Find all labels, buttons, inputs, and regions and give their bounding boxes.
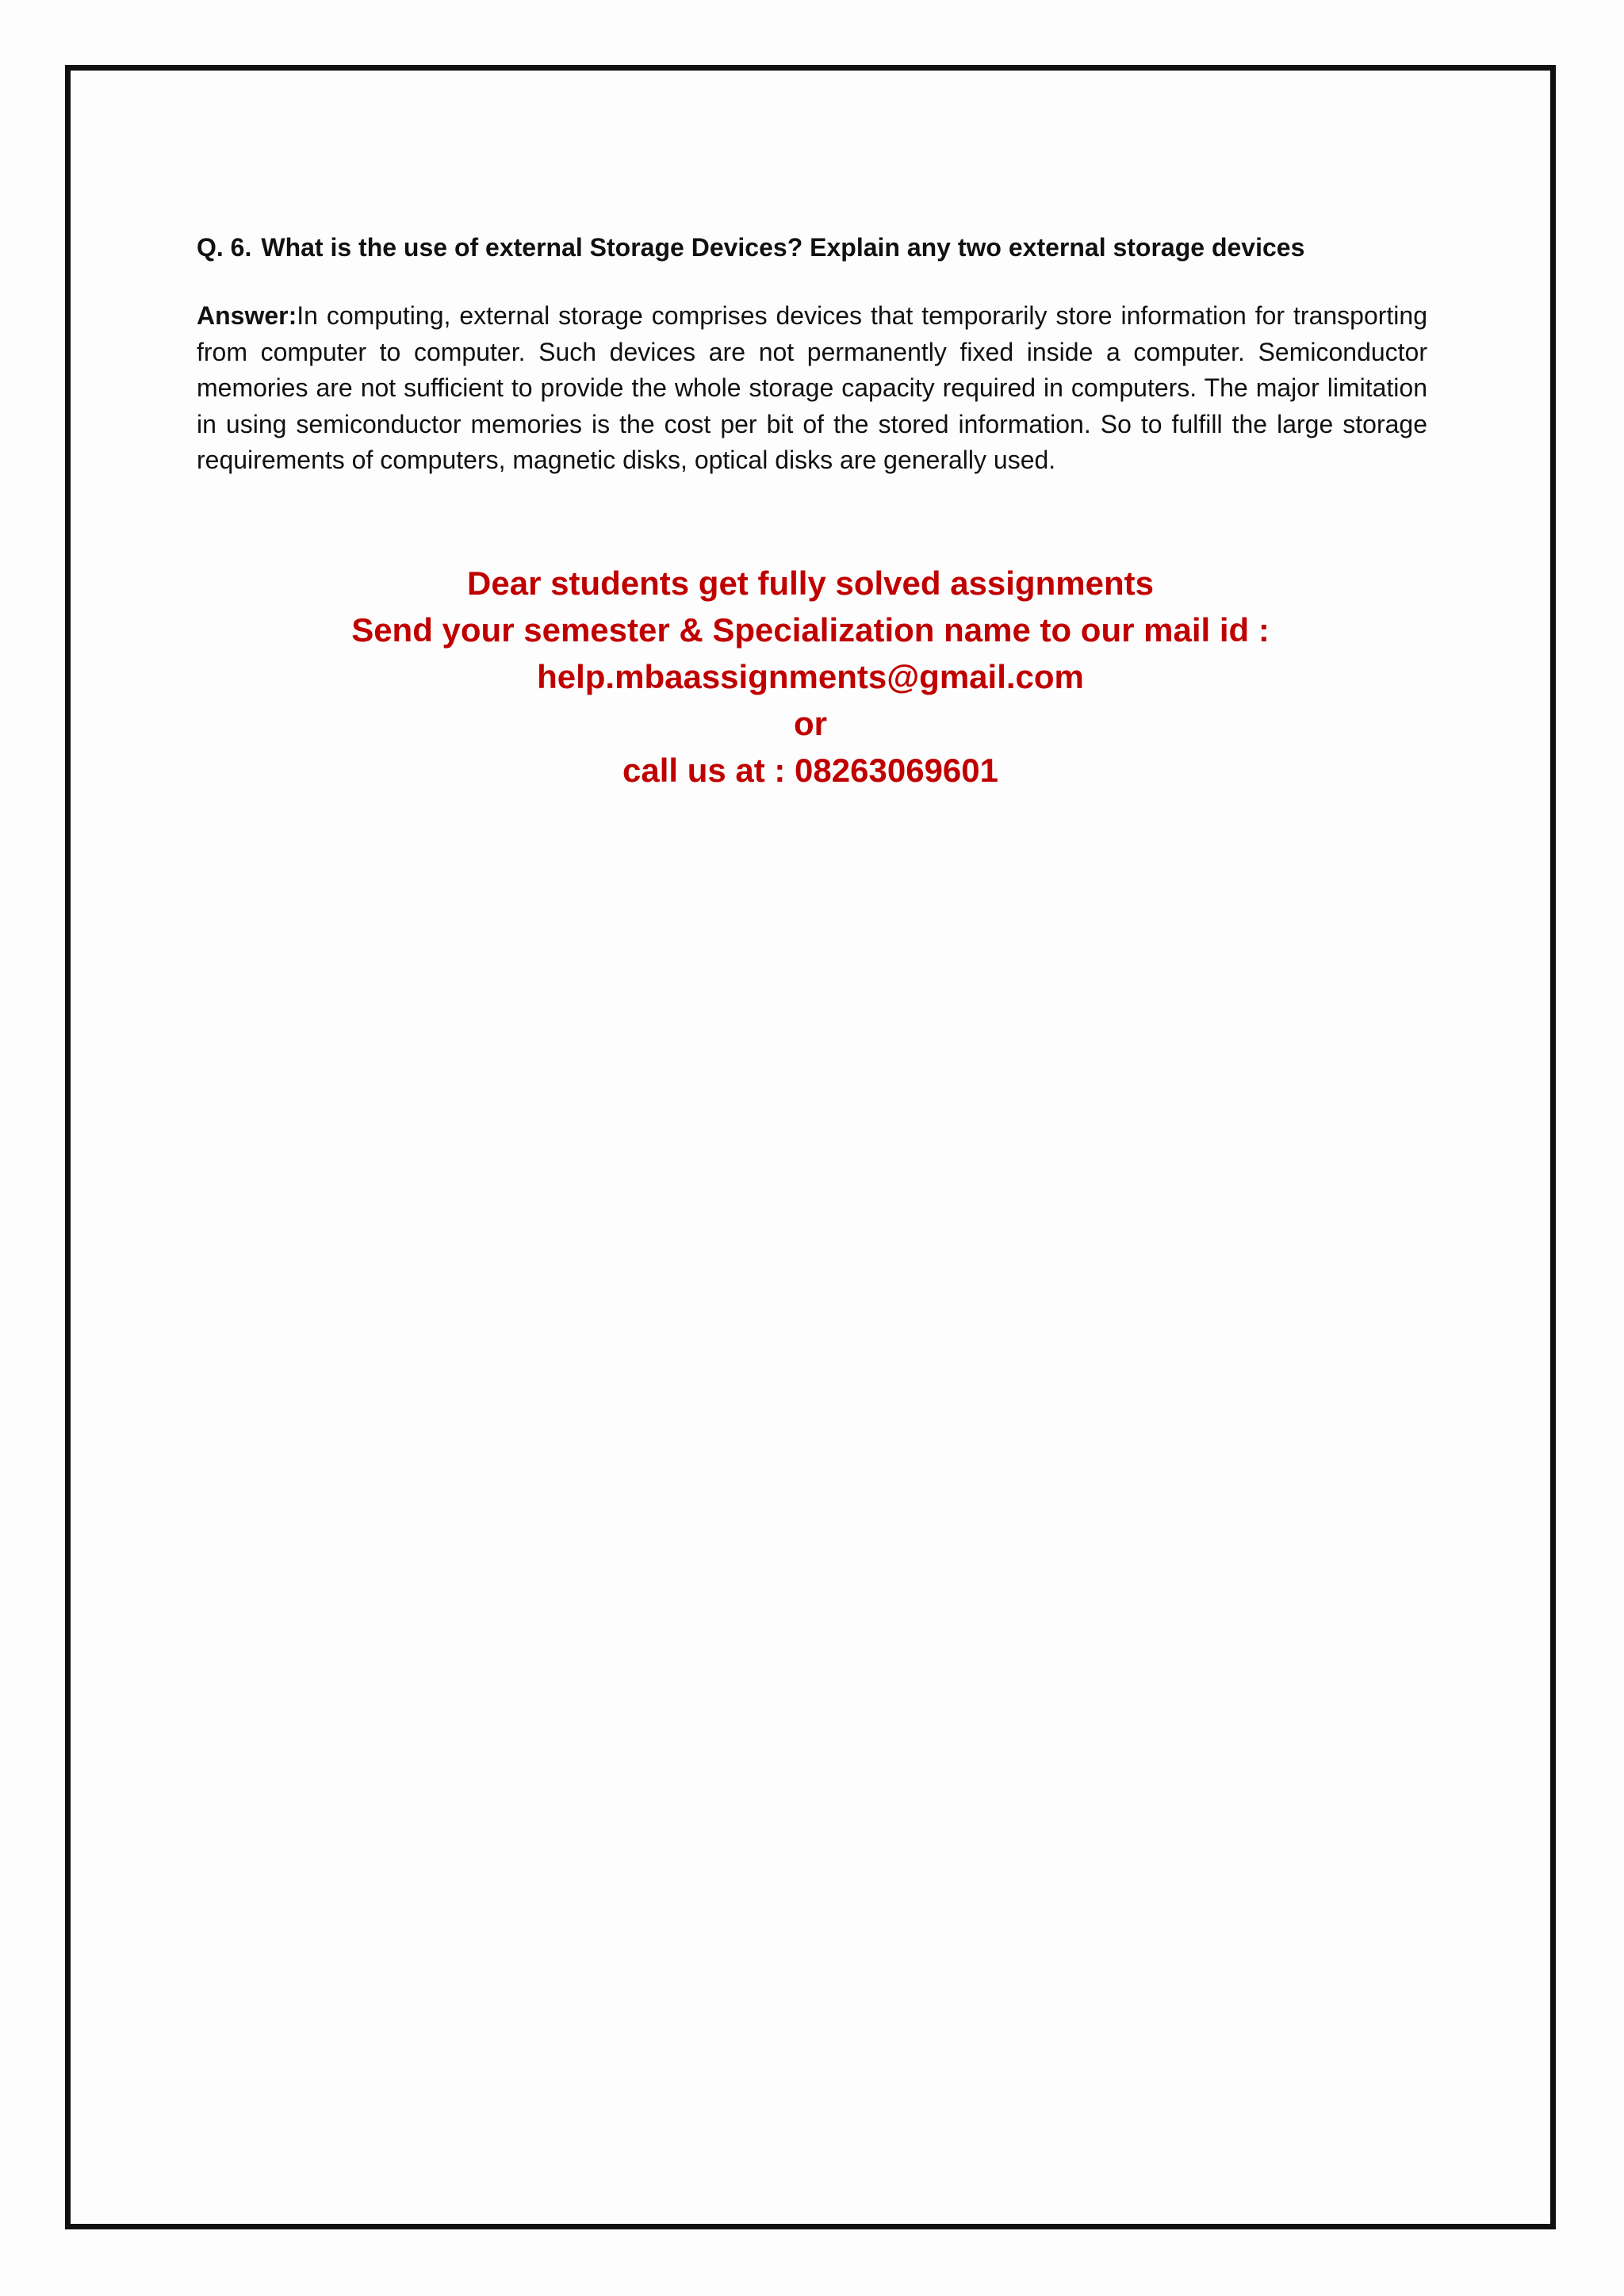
promo-instruction: Send your semester & Specialization name to our mail id :	[351, 611, 1270, 649]
promo-headline: Dear students get fully solved assignments	[467, 564, 1154, 602]
question-heading	[197, 230, 1427, 265]
promo-phone[interactable]: call us at : 08263069601	[622, 752, 999, 789]
question-text: What is the use of external Storage Devices? Explain any two external storage devices	[261, 233, 1305, 262]
promo-email[interactable]: help.mbaassignments@gmail.com	[537, 658, 1084, 695]
promo-block	[65, 560, 1556, 794]
question-number: Q. 6.	[197, 233, 252, 262]
answer-text: In computing, external storage comprises devices that temporarily store information for transporting from computer to computer. Such devices are not permanently fixed inside a computer. Semiconductor memories are not sufficient to provide the whole storage capacity required in computers. The major limitation in using semiconductor memories is the cost per bit of the stored information. So to fulfill the large storage requirements of computers, magnetic disks, optical disks are generally used.	[197, 301, 1427, 474]
document-body	[197, 230, 1427, 479]
answer-paragraph	[197, 298, 1427, 479]
promo-or: or	[794, 705, 827, 742]
answer-label: Answer:	[197, 301, 297, 330]
